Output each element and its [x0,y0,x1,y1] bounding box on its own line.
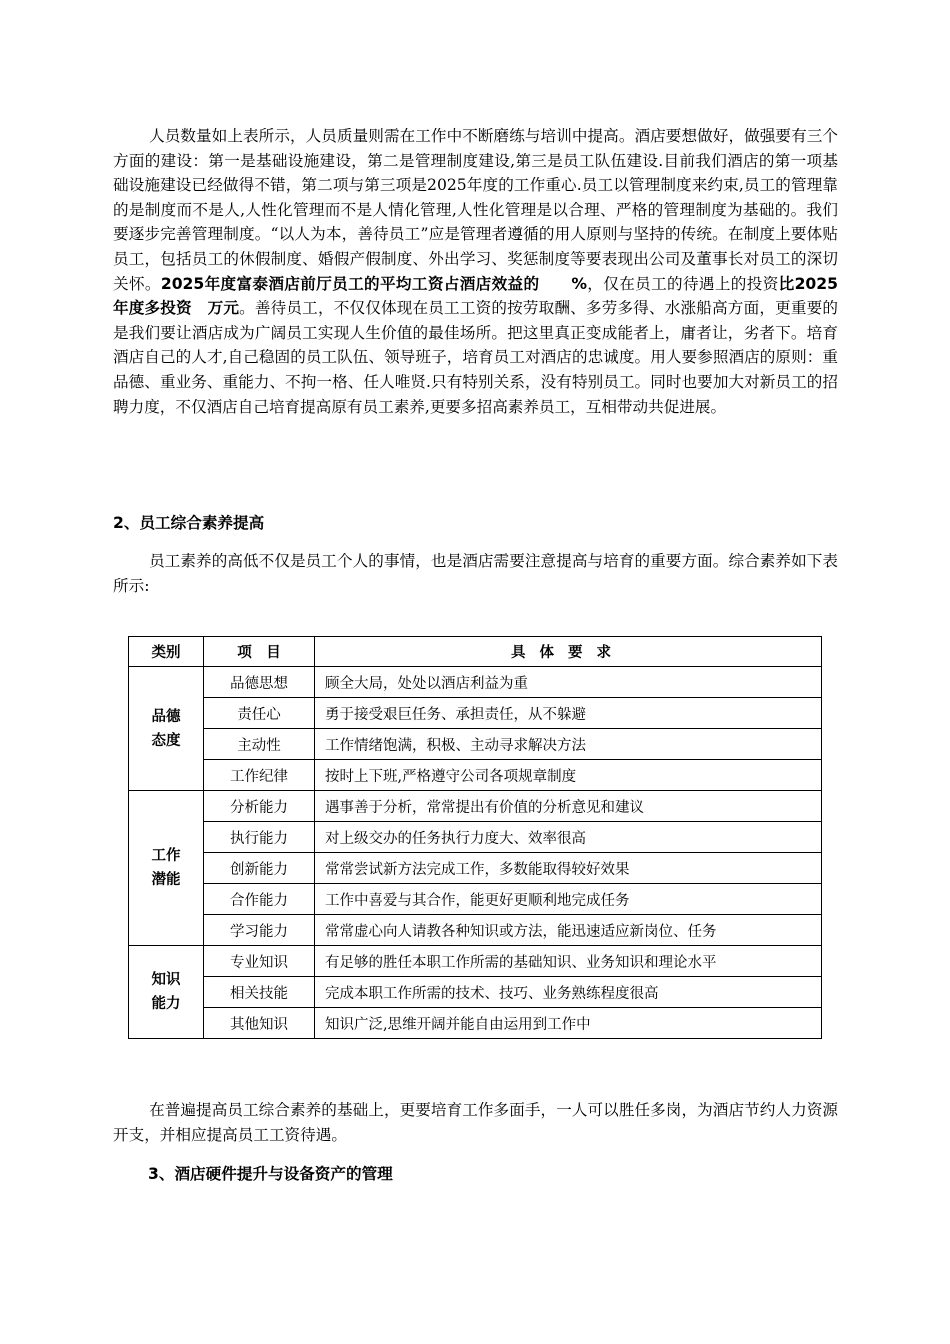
paragraph-text-b: ，仅在员工的待遇上的投资 [586,274,779,293]
requirement-cell: 勇于接受艰巨任务、承担责任，从不躲避 [315,698,822,729]
item-cell: 责任心 [204,698,315,729]
paragraph-bold-investment: 比2025年度多投资 万元 [113,274,838,318]
section-heading-3: 3、酒店硬件提升与设备资产的管理 [148,1165,393,1183]
table-row [129,698,822,729]
table-row [129,915,822,946]
requirement-cell: 常常尝试新方法完成工作，多数能取得较好效果 [315,853,822,884]
table-row [129,884,822,915]
section-heading-2: 2、员工综合素养提高 [113,514,265,532]
requirement-cell: 遇事善于分析，常常提出有价值的分析意见和建议 [315,791,822,822]
header-category: 类别 [129,637,204,667]
item-cell: 相关技能 [204,977,315,1008]
item-cell: 专业知识 [204,946,315,977]
paragraph-quality-text: 员工素养的高低不仅是员工个人的事情，也是酒店需要注意提高与培育的重要方面。综合素养如下表所示: [113,552,838,595]
item-cell: 工作纪律 [204,760,315,791]
item-cell: 品德思想 [204,667,315,698]
requirement-cell: 有足够的胜任本职工作所需的基础知识、业务知识和理论水平 [315,946,822,977]
category-cell [129,667,204,791]
table-row [129,946,822,977]
item-cell: 其他知识 [204,1008,315,1039]
category-label: 工作潜能 [151,848,181,888]
item-cell: 执行能力 [204,822,315,853]
item-cell: 主动性 [204,729,315,760]
paragraph-staffing [113,124,838,419]
requirement-cell: 按时上下班,严格遵守公司各项规章制度 [315,760,822,791]
requirement-cell: 知识广泛,思维开阔并能自由运用到工作中 [315,1008,822,1039]
table-row [129,729,822,760]
requirement-cell: 顾全大局，处处以酒店利益为重 [315,667,822,698]
paragraph-bold-salary: 2025年度富泰酒店前厅员工的平均工资占酒店效益的 % [160,274,587,293]
paragraph-text-a: 人员数量如上表所示，人员质量则需在工作中不断磨练与培训中提高。酒店要想做好，做强要有三个方面的建设：第一是基础设施建设，第二是管理制度建设,第三是员工队伍建设.目前我们酒店的第一项基础设施建设已经做得不错，第二项与第三项是2025年度的工作重心.员工以管理制度来约束,员工的管理靠的是制度而不是人,人性化管理而不是人情化管理,人性化管理是以合理、严格的管理制度为基础的。我们要逐步完善管理制度。“以人为本，善待员工”应是管理者遵循的用人原则与坚持的传统。在制度上要体贴员工，包括员工的休假制度、婚假产假制度、外出学习、奖惩制度等要表现出公司及董事长对员工的深切关怀。 [113,127,838,293]
requirement-cell: 工作中喜爱与其合作，能更好更顺利地完成任务 [315,884,822,915]
category-cell [129,946,204,1039]
requirement-cell: 常常虚心向人请教各种知识或方法，能迅速适应新岗位、任务 [315,915,822,946]
table-row [129,667,822,698]
item-cell: 学习能力 [204,915,315,946]
category-cell [129,791,204,946]
header-item: 项 目 [204,637,315,667]
table-row [129,822,822,853]
table-row [129,1008,822,1039]
table-row [129,791,822,822]
paragraph-multiskill [113,1098,838,1147]
requirement-cell: 工作情绪饱满，积极、主动寻求解决方法 [315,729,822,760]
paragraph-text-c: 。善待员工，不仅仅体现在员工工资的按劳取酬、多劳多得、水涨船高方面，更重要的是我们要让酒店成为广阔员工实现人生价值的最佳场所。把这里真正变成能者上，庸者让，劣者下。培育酒店自己的人才,自己稳固的员工队伍、领导班子，培育员工对酒店的忠诚度。用人要参照酒店的原则：重品德、重业务、重能力、不拘一格、任人唯贤.只有特别关系，没有特别员工。同时也要加大对新员工的招聘力度，不仅酒店自己培育提高原有员工素养,更要多招高素养员工，互相带动共促进展。 [113,299,838,416]
item-cell: 合作能力 [204,884,315,915]
item-cell: 分析能力 [204,791,315,822]
quality-requirements-table [128,636,822,1039]
category-label: 知识能力 [151,972,181,1012]
table-row [129,977,822,1008]
table-header-row [129,637,822,667]
requirement-cell: 完成本职工作所需的技术、技巧、业务熟练程度很高 [315,977,822,1008]
requirement-cell: 对上级交办的任务执行力度大、效率很高 [315,822,822,853]
paragraph-multiskill-text: 在普遍提高员工综合素养的基础上，更要培育工作多面手，一人可以胜任多岗，为酒店节约人力资源开支，并相应提高员工工资待遇。 [113,1101,838,1144]
table-row [129,760,822,791]
item-cell: 创新能力 [204,853,315,884]
category-label: 品德态度 [151,708,181,749]
paragraph-quality-intro [113,549,838,598]
header-requirement: 具体要求 [315,637,822,667]
table-row [129,853,822,884]
